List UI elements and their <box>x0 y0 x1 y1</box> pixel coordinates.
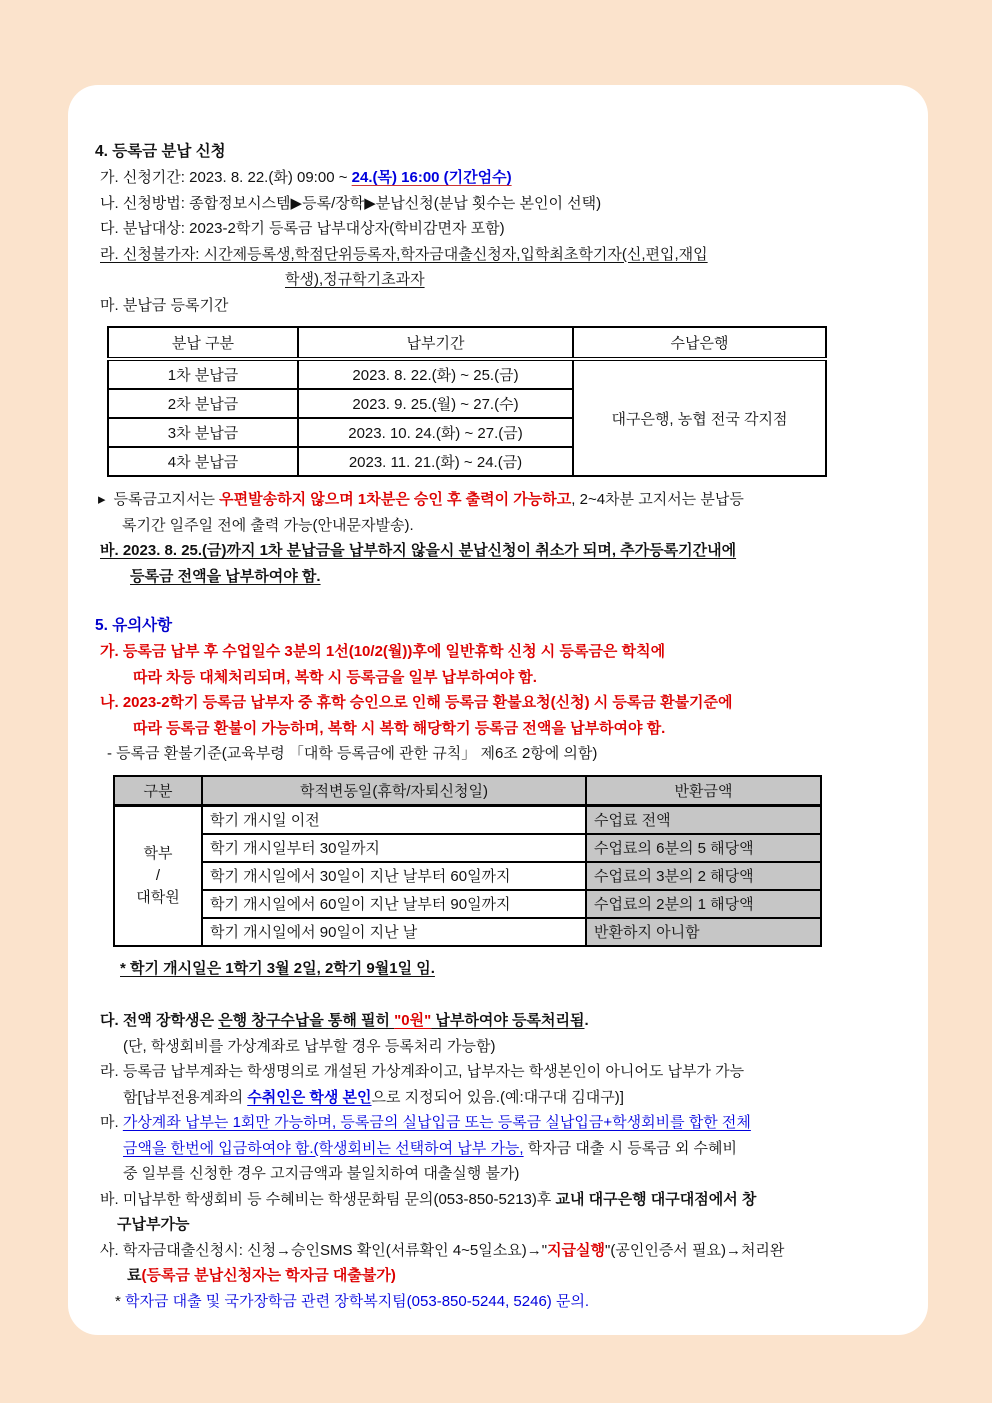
refund-basis-line: - 등록금 환불기준(교육부령 「대학 등록금에 관한 규칙」 제6조 2항에 의함) <box>107 745 598 762</box>
refund-row2-when: 학기 개시일부터 30일까지 <box>202 834 586 862</box>
refund-row2-amount: 수업료의 6분의 5 해당액 <box>586 834 821 862</box>
schedule-header-period: 납부기간 <box>298 327 573 359</box>
refund-header-amount: 반환금액 <box>586 776 821 806</box>
account-line2 <box>95 1085 906 1111</box>
refund-row3-when: 학기 개시일에서 30일이 지난 날부터 60일까지 <box>202 862 586 890</box>
refund-row1-amount: 수업료 전액 <box>586 805 821 834</box>
refund-row5-amount: 반환하지 아니함 <box>586 918 821 946</box>
scholarship-p2: . <box>584 1012 589 1029</box>
scholarship-p1: 다. 전액 장학생은 <box>100 1012 219 1029</box>
group-grad: 대학원 <box>136 888 180 906</box>
bill-notice-line2: 록기간 일주일 전에 출력 가능(안내문자발송). <box>122 516 414 534</box>
loan-process-line2 <box>95 1263 906 1289</box>
refund-row4-when: 학기 개시일에서 60일이 지난 날부터 90일까지 <box>202 890 586 918</box>
group-undergrad: 학부 <box>143 844 173 862</box>
loan-l1c: "(공인인증서 필요)→처리완 <box>605 1241 785 1259</box>
bill-notice-red: 우편발송하지 않으며 1차분은 승인 후 출력이 가능하고 <box>219 491 572 508</box>
bill-notice-t1: 등록금고지서는 <box>113 491 220 508</box>
refund-rule-line1: 나. 2023-2학기 등록금 납부자 중 휴학 승인으로 인해 등록금 환불요청(신청) 시 등록금 환불기준에 <box>100 694 733 711</box>
virtual-pre: 마. <box>100 1114 123 1131</box>
virtual-blue2: 금액을 한번에 입금하여야 함.(학생회비는 선택하여 납부 가능, <box>123 1139 524 1157</box>
unpaid-bold: 교내 대구은행 대구대점에서 창 <box>555 1190 757 1208</box>
spacer <box>95 981 906 1008</box>
group-slash: / <box>155 866 161 884</box>
refund-row-4 <box>114 890 821 918</box>
cancel-warning-line1: 바. 2023. 8. 25.(금)까지 1차 분납금을 납부하지 않을시 분납신청이 취소가 되며, 추가등록기간내에 <box>100 542 737 559</box>
triangle-bullet-icon: ▸ <box>98 491 106 508</box>
apply-period-line <box>95 165 906 191</box>
not-allowed-line2-text: 학생),정규학기초과자 <box>285 271 425 288</box>
zero-won-highlight: "0원" <box>394 1012 432 1029</box>
bill-notice-t3: , 2~4차분 고지서는 분납등 <box>571 491 744 508</box>
installment-schedule-table <box>107 326 827 477</box>
unpaid-fee-line2 <box>95 1212 906 1238</box>
apply-period-text: 가. 신청기간: 2023. 8. 22.(화) 09:00 ~ <box>100 169 352 186</box>
schedule-bank-cell: 대구은행, 농협 전국 각지점 <box>573 359 826 476</box>
refund-row3-amount: 수업료의 3분의 2 해당액 <box>586 862 821 890</box>
cancel-warning-line2 <box>95 564 906 590</box>
refund-row1-when: 학기 개시일 이전 <box>202 805 586 834</box>
target-line: 다. 분납대상: 2023-2학기 등록금 납부대상자(학비감면자 포함) <box>100 220 505 237</box>
schedule-row2-label: 2차 분납금 <box>108 389 298 418</box>
loan-process-line1 <box>95 1238 906 1264</box>
payee-highlight: 수취인은 학생 본인 <box>247 1088 372 1106</box>
refund-header-date: 학적변동일(휴학/자퇴신청일) <box>202 776 586 806</box>
not-allowed-line2 <box>95 267 906 293</box>
loan-contact-text: 학자금 대출 및 국가장학금 관련 장학복지팀(053-850-5244, 5246) 문의. <box>125 1292 590 1310</box>
virtual-blue1: 가상계좌 납부는 1회만 가능하며, 등록금의 실납입금 또는 등록금 실납입금+학생회비를 합한 전체 <box>122 1114 751 1131</box>
bill-notice-line1 <box>95 487 906 513</box>
schedule-row3-label: 3차 분납금 <box>108 418 298 447</box>
scholarship-u2: 납부하여야 등록처리됨 <box>431 1012 585 1029</box>
refund-row-3 <box>114 862 821 890</box>
refund-table <box>113 775 822 947</box>
star-bullet: * <box>115 1292 126 1310</box>
virtual-account-line2 <box>95 1136 906 1162</box>
refund-row-5 <box>114 918 821 946</box>
account-l2a: 함[납부전용계좌의 <box>123 1088 248 1106</box>
refund-row-1 <box>114 805 821 834</box>
schedule-row-1 <box>108 359 826 389</box>
apply-deadline-highlight: 24.(목) 16:00 (기간엄수) <box>351 169 512 186</box>
notice-panel <box>68 85 928 1335</box>
refund-header-row <box>114 776 821 806</box>
apply-method-line: 나. 신청방법: 종합정보시스템▶등록/장학▶분납신청(분납 횟수는 본인이 선택) <box>100 194 602 212</box>
section5-title: 5. 유의사항 <box>95 617 173 634</box>
account-line1: 라. 등록금 납부계좌는 학생명의로 개설된 가상계좌이고, 납부자는 학생본인이 아니어도 납부가 가능 <box>100 1063 745 1080</box>
refund-group-cell <box>114 805 202 946</box>
refund-rule-line2: 따라 등록금 환불이 가능하며, 복학 시 복학 해당학기 등록금 전액을 납부하여야 함. <box>133 719 666 737</box>
loan-forbidden-highlight: (등록금 분납신청자는 학자금 대출불가) <box>141 1267 396 1284</box>
semester-start-note <box>95 956 906 982</box>
schedule-header-type: 분납 구분 <box>108 327 298 359</box>
unpaid-l1a: 바. 미납부한 학생회비 등 수혜비는 학생문화팀 문의(053-850-5213)후 <box>100 1190 556 1208</box>
schedule-row1-period: 2023. 8. 22.(화) ~ 25.(금) <box>298 359 573 389</box>
virtual-black2: 학자금 대출 시 등록금 외 수혜비 <box>523 1139 737 1157</box>
schedule-row4-period: 2023. 11. 21.(화) ~ 24.(금) <box>298 447 573 476</box>
schedule-header-bank: 수납은행 <box>573 327 826 359</box>
not-allowed-line1: 라. 신청불가자: 시간제등록생,학점단위등록자,학자금대출신청자,입학최초학기자(신,편입,재입 <box>100 245 708 263</box>
section4-title: 4. 등록금 분납 신청 <box>95 143 226 160</box>
loan-execute-highlight: 지급실행 <box>547 1241 606 1259</box>
leave-rule-line1: 가. 등록금 납부 후 수업일수 3분의 1선(10/2(월))후에 일반휴학 신청 시 등록금은 학칙에 <box>100 643 666 660</box>
loan-contact-line <box>95 1289 906 1315</box>
semester-start-note-text: * 학기 개시일은 1학기 3월 2일, 2학기 9월1일 임. <box>120 959 435 977</box>
schedule-row2-period: 2023. 9. 25.(월) ~ 27.(수) <box>298 389 573 418</box>
refund-row5-when: 학기 개시일에서 90일이 지난 날 <box>202 918 586 946</box>
schedule-row3-period: 2023. 10. 24.(화) ~ 27.(금) <box>298 418 573 447</box>
loan-l1a: 사. 학자금대출신청시: 신청→승인SMS 확인(서류확인 4~5일소요)→" <box>100 1241 548 1259</box>
schedule-label: 마. 분납금 등록기간 <box>100 296 229 314</box>
unpaid-fee-line1 <box>95 1187 906 1213</box>
refund-row-2 <box>114 834 821 862</box>
virtual-account-line1 <box>95 1110 906 1136</box>
schedule-row4-label: 4차 분납금 <box>108 447 298 476</box>
refund-header-category: 구분 <box>114 776 202 806</box>
scholarship-u1: 은행 창구수납을 통해 필히 <box>218 1012 395 1029</box>
refund-row4-amount: 수업료의 2분의 1 해당액 <box>586 890 821 918</box>
schedule-row1-label: 1차 분납금 <box>108 359 298 389</box>
loan-l2a: 료 <box>127 1267 142 1284</box>
unpaid-l2-text: 구납부가능 <box>117 1216 190 1233</box>
leave-rule-line2: 따라 차등 대체처리되며, 복학 시 등록금을 일부 납부하여야 함. <box>133 668 537 686</box>
scholarship-line1 <box>95 1008 906 1034</box>
scholarship-line2: (단, 학생회비를 가상계좌로 납부할 경우 등록처리 가능함) <box>123 1037 496 1055</box>
account-l2c: 으로 지정되어 있음.(예:대구대 김대구)] <box>371 1088 624 1106</box>
schedule-header-row <box>108 327 826 359</box>
cancel-warning-line2-text: 등록금 전액을 납부하여야 함. <box>130 567 321 585</box>
virtual-account-line3: 중 일부를 신청한 경우 고지금액과 불일치하여 대출실행 불가) <box>123 1165 520 1182</box>
